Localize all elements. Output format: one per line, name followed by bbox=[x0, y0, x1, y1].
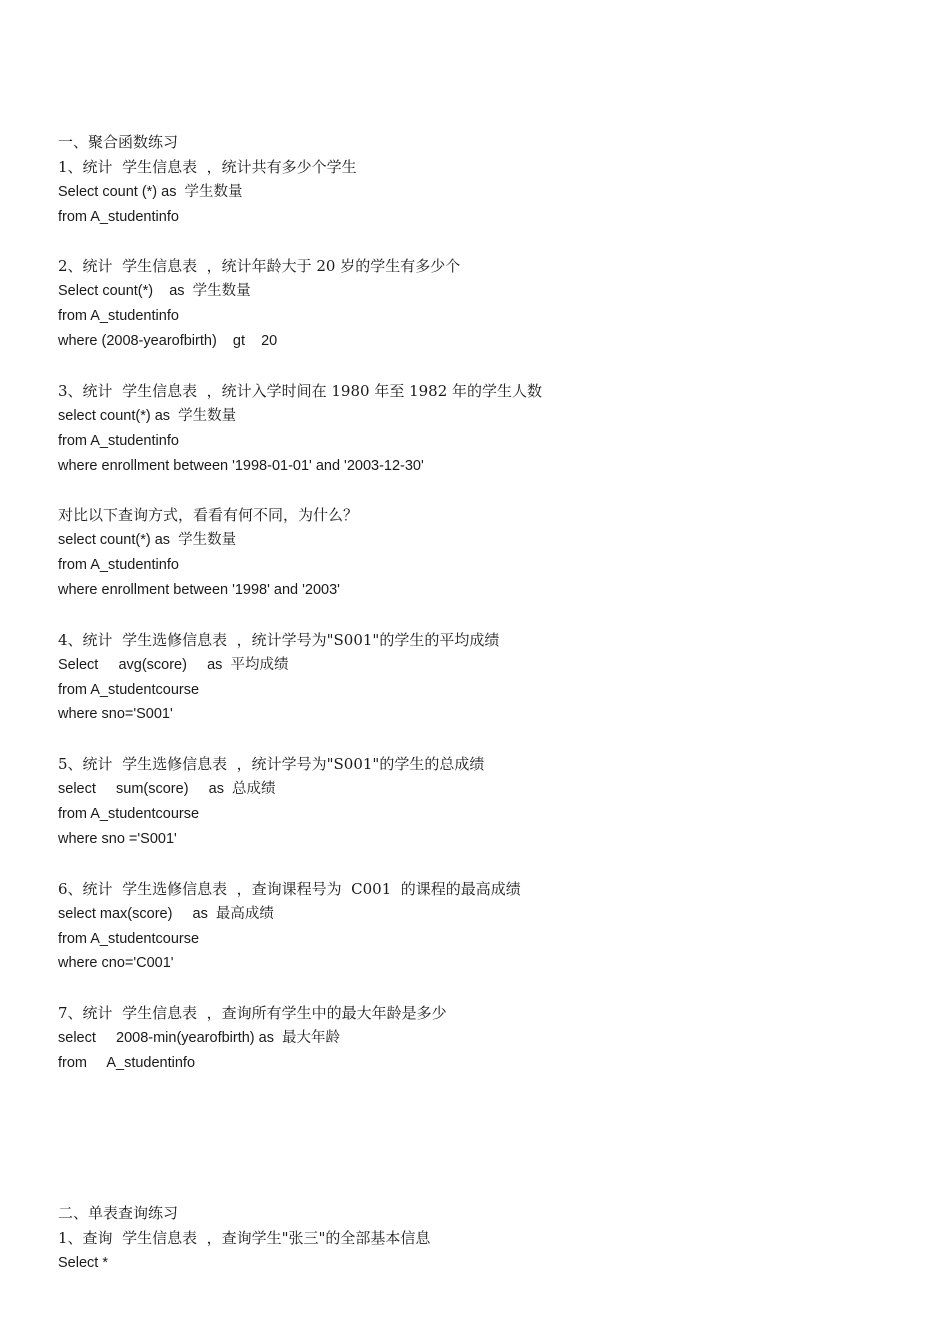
sql-line: from A_studentcourse bbox=[58, 681, 200, 698]
sql-line: select count(*) as 学生数量 bbox=[58, 532, 237, 549]
exercise-title: 对比以下查询方式，看看有何不同，为什么？ bbox=[58, 506, 359, 525]
section-heading: 二、单表查询练习 bbox=[58, 1203, 179, 1222]
sql-line: from A_studentinfo bbox=[58, 1054, 196, 1071]
spacer bbox=[58, 727, 898, 752]
sql-line: Select count (*) as 学生数量 bbox=[58, 183, 243, 200]
sql-line: where (2008-yearofbirth) gt 20 bbox=[58, 333, 278, 350]
sql-line: select 2008-min(yearofbirth) as 最大年龄 bbox=[58, 1030, 341, 1047]
spacer bbox=[58, 852, 898, 877]
spacer bbox=[58, 478, 898, 503]
spacer bbox=[58, 230, 898, 255]
spacer bbox=[58, 976, 898, 1001]
section-heading: 一、聚合函数练习 bbox=[58, 133, 179, 151]
exercise-title: 5、统计 学生选修信息表 ，统计学号为"S001"的学生的总成绩 bbox=[58, 755, 485, 774]
sql-line: where enrollment between '1998-01-01' and '2003-12-30' bbox=[58, 457, 424, 474]
sql-line: select max(score) as 最高成绩 bbox=[58, 905, 274, 922]
exercise-title: 7、统计 学生信息表 ，查询所有学生中的最大年龄是多少 bbox=[58, 1004, 447, 1023]
exercise-title: 4、统计 学生选修信息表 ，统计学号为"S001"的学生的平均成绩 bbox=[58, 630, 500, 649]
sql-line: from A_studentinfo bbox=[58, 432, 179, 449]
sql-line: where enrollment between '1998' and '2003' bbox=[58, 582, 340, 599]
sql-line: from A_studentinfo bbox=[58, 557, 179, 574]
sql-line: where sno ='S001' bbox=[58, 830, 177, 847]
sql-line: Select count(*) as 学生数量 bbox=[58, 283, 251, 300]
spacer bbox=[58, 354, 898, 379]
exercise-title: 1、查询 学生信息表 ，查询学生"张三"的全部基本信息 bbox=[58, 1228, 431, 1247]
sql-line: Select * bbox=[58, 1254, 108, 1271]
sql-line: select count(*) as 学生数量 bbox=[58, 407, 237, 424]
exercise-title: 1、统计 学生信息表 ，统计共有多少个学生 bbox=[58, 157, 357, 176]
sql-line: select sum(score) as 总成绩 bbox=[58, 781, 276, 798]
exercise-title: 3、统计 学生信息表 ，统计入学时间在 1980 年至 1982 年的学生人数 bbox=[58, 381, 543, 400]
spacer bbox=[58, 603, 898, 628]
sql-line: from A_studentcourse bbox=[58, 806, 200, 823]
exercise-title: 6、统计 学生选修信息表 ，查询课程号为 C001 的课程的最高成绩 bbox=[58, 879, 521, 898]
sql-line: from A_studentinfo bbox=[58, 308, 179, 325]
sql-line: Select avg(score) as 平均成绩 bbox=[58, 656, 289, 673]
section-spacer bbox=[58, 1076, 898, 1201]
exercise-title: 2、统计 学生信息表 ，统计年龄大于 20 岁的学生有多少个 bbox=[58, 257, 461, 276]
sql-line: where sno='S001' bbox=[58, 706, 173, 723]
sql-line: from A_studentcourse bbox=[58, 930, 200, 947]
document-body bbox=[58, 130, 898, 1276]
sql-line: where cno='C001' bbox=[58, 955, 174, 972]
sql-line: from A_studentinfo bbox=[58, 208, 179, 225]
